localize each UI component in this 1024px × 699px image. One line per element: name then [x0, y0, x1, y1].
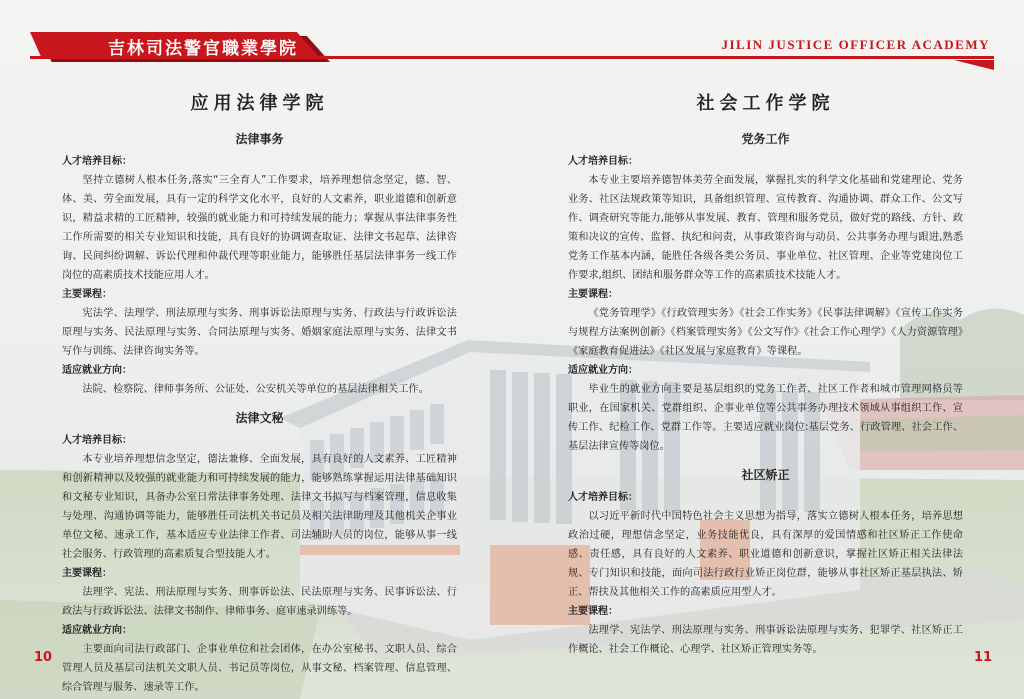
section-label: 主要课程：: [62, 568, 112, 579]
academy-logo-text: 吉林司法警官職業學院: [108, 39, 298, 59]
section-label: 人才培养目标：: [62, 156, 132, 167]
section-text: 坚持立德树人根本任务,落实“三全育人”工作要求，培养理想信念坚定，德、智、体、美、劳全面发展，具有一定的科学文化水平，良好的人文素养，职业道德和创新意识，精益求精的工匠精神，较强的就业能力和可持续发展的能力；掌握从事法律事务性工作所需要的相关专业知识和技能，具有良好的协调调查取证、法律文书起草、法律咨询、民间纠纷调解、诉讼代理和仲裁代理等职业能力，能够胜任基层法律事务一线工作岗位的高素质技术技能应用人才。: [62, 175, 457, 281]
major-title: 党务工作: [741, 132, 790, 146]
section-text: 本专业培养理想信念坚定，德法兼修、全面发展，具有良好的人文素养、工匠精神和创新精神以及较强的就业能力和可持续发展的能力，能够熟练掌握运用法律基础知识和文秘专业知识，具备办公室日常法律事务处理、法律文书拟写与档案管理，信息收集与处理、沟通协调等能力，能够胜任司法机关书记员及相关法律助理及其他机关企事业单位文秘、速录工作，基本适应专业法律工作者、司法辅助人员的岗位，能够从事一线社会服务、行政管理的高素质复合型技能人才。: [62, 454, 457, 560]
page-number-left: 10: [34, 650, 53, 665]
academy-english-name: JILIN JUSTICE OFFICER ACADEMY: [721, 37, 990, 52]
section-text: 法院、检察院、律师事务所、公证处、公安机关等单位的基层法律相关工作。: [82, 384, 429, 395]
page-number-right: 11: [974, 650, 993, 665]
section-text: 《党务管理学》《行政管理实务》《社会工作实务》《民事法律调解》《宣传工作实务与规程方法案例创新》《档案管理实务》《公文写作》《社会工作心理学》《人力资源管理》《家庭教育促进法》《社区发展与家庭教育》等课程。: [568, 308, 963, 357]
section-text: 法理学、宪法学、刑法原理与实务、刑事诉讼法原理与实务、犯罪学、社区矫正工作概论、社会工作概论、心理学、社区矫正管理实务等。: [568, 625, 963, 655]
major-title: 法律事务: [235, 132, 284, 146]
right-page-content: [568, 90, 963, 659]
section-text: 以习近平新时代中国特色社会主义思想为指导，落实立德树人根本任务，培养思想政治过硬，理想信念坚定，业务技能优良，具有深厚的爱国情感和社区矫正工作使命感、责任感，具有良好的人文素养、职业道德和创新意识，掌握社区矫正相关法律法规、专门知识和技能，面向司法行政行业矫正岗位群，能够从事社区矫正基层执法、矫正、帮扶及其他相关工作的高素质应用型人才。: [568, 511, 963, 598]
major-title: 法律文秘: [235, 411, 284, 425]
section-text: 宪法学、法理学、刑法原理与实务、刑事诉讼法原理与实务、行政法与行政诉讼法原理与实务、民法原理与实务、合同法原理与实务、婚姻家庭法原理与实务、法律文书写作与训练、法律咨询实务等。: [62, 308, 457, 357]
section-label: 适应就业方向：: [568, 365, 638, 376]
major-title: 社区矫正: [741, 468, 790, 482]
department-title: 社会工作学院: [696, 93, 835, 114]
section-label: 适应就业方向：: [62, 365, 132, 376]
section-label: 人才培养目标：: [62, 435, 132, 446]
section-label: 主要课程：: [568, 289, 618, 300]
section-label: 适应就业方向：: [62, 625, 132, 636]
section-label: 人才培养目标：: [568, 492, 638, 503]
section-text: 法理学、宪法、刑法原理与实务、刑事诉讼法、民法原理与实务、民事诉讼法、行政法与行政诉讼法、法律文书制作、律师事务、庭审速录训练等。: [62, 587, 457, 617]
section-text: 本专业主要培养德智体美劳全面发展，掌握扎实的科学文化基础和党建理论、党务业务、社区法规政策等知识，具备组织管理、宣传教育、沟通协调、群众工作、公文写作、调查研究等能力,能够从事发展、教育、管理和服务党员，做好党的路线、方针、政策和决议的宣传、监督、执纪和问责，从事政策咨询与动员、公共事务办理与跟进,熟悉党务工作基本内涵，能胜任各级各类公务员、事业单位、社区管理、企业等党建岗位工作要求,组织、团结和服务群众等工作的高素质技术技能人才。: [568, 175, 963, 281]
section-text: 毕业生的就业方向主要是基层组织的党务工作者、社区工作者和城市管理网格员等职业，在国家机关、党群组织、企事业单位等公共事务办理技术领域从事组织工作、宣传工作、纪检工作、党群工作等。主要适应就业岗位:基层党务、行政管理、社会工作、基层法律宣传等岗位。: [568, 384, 963, 452]
section-label: 人才培养目标：: [568, 156, 638, 167]
left-page-content: [62, 90, 457, 697]
department-title: 应用法律学院: [190, 93, 329, 114]
section-label: 主要课程：: [62, 289, 112, 300]
section-text: 主要面向司法行政部门、企事业单位和社会团体，在办公室秘书、文职人员、综合管理人员及基层司法机关文职人员、书记员等岗位，从事文秘、档案管理、信息管理、综合管理与服务、速录等工作。: [62, 644, 457, 693]
section-label: 主要课程：: [568, 606, 618, 617]
